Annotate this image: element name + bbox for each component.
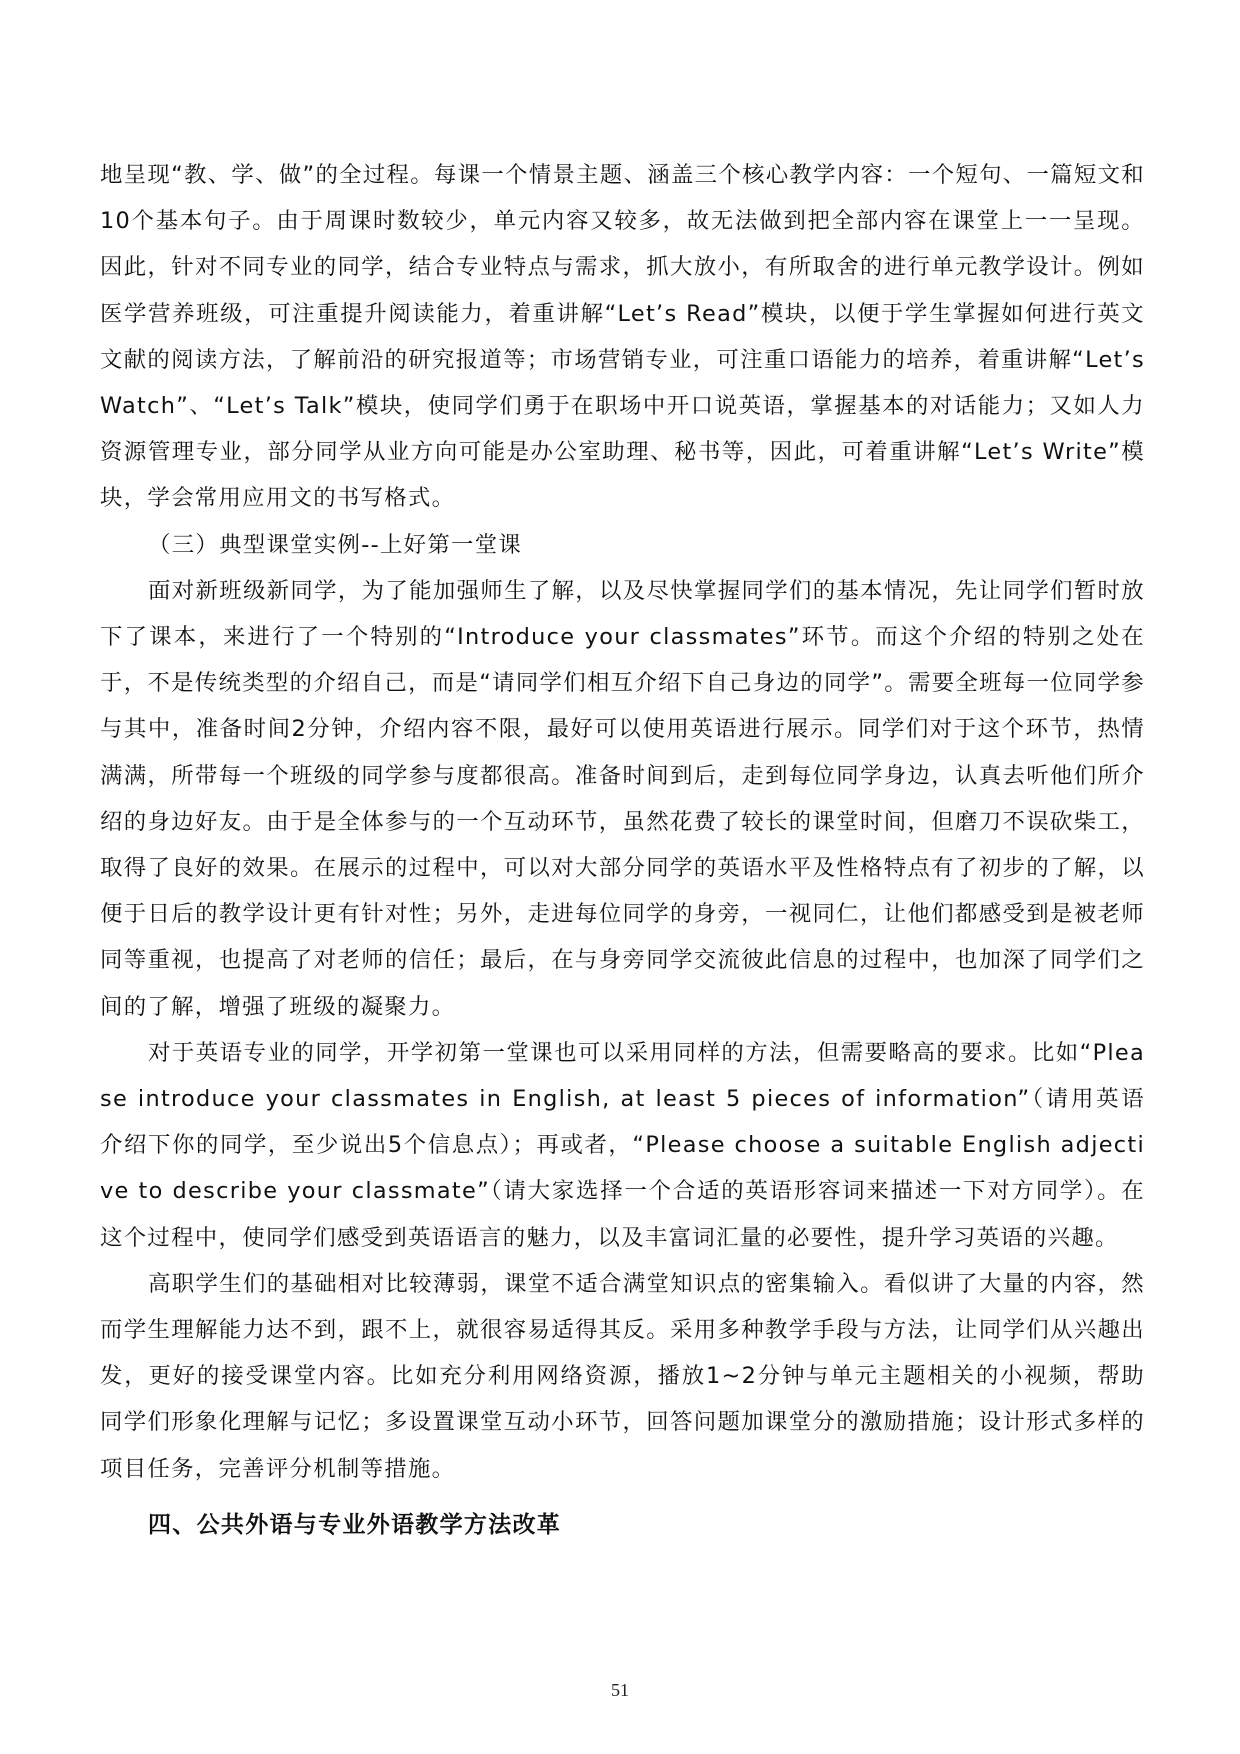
subheading-first-class: （三）典型课堂实例--上好第一堂课 [148,531,523,558]
body-text [100,152,1145,1548]
paragraph-english-majors: 对于英语专业的同学，开学初第一堂课也可以采用同样的方法，但需要略高的要求。比如“Please introduce your classmates in English, at least 5 pieces of information”（请用英语介绍下你的同学，至少说出5个信息点）；再或者，“Please choose a suitable English adjective to describe your classmate”（请大家选择一个合适的英语形容词来描述一下对方同学）。在这个过程中，使同学们感受到英语语言的魅力，以及丰富词汇量的必要性，提升学习英语的兴趣。 [100,1039,1145,1251]
section-heading: 四、公共外语与专业外语教学方法改革 [148,1511,562,1538]
paragraph-teaching-methods: 高职学生们的基础相对比较薄弱，课堂不适合满堂知识点的密集输入。看似讲了大量的内容，然而学生理解能力达不到，跟不上，就很容易适得其反。采用多种教学手段与方法，让同学们从兴趣出发，更好的接受课堂内容。比如充分利用网络资源，播放1~2分钟与单元主题相关的小视频，帮助同学们形象化理解与记忆；多设置课堂互动小环节，回答问题加课堂分的激励措施；设计形式多样的项目任务，完善评分机制等措施。 [100,1270,1145,1482]
paragraph-introduce-classmates: 面对新班级新同学，为了能加强师生了解，以及尽快掌握同学们的基本情况，先让同学们暂时放下了课本，来进行了一个特别的“Introduce your classmates”环节。而这个介绍的特别之处在于，不是传统类型的介绍自己，而是“请同学们相互介绍下自己身边的同学”。需要全班每一位同学参与其中，准备时间2分钟，介绍内容不限，最好可以使用英语进行展示。同学们对于这个环节，热情满满，所带每一个班级的同学参与度都很高。准备时间到后，走到每位同学身边，认真去听他们所介绍的身边好友。由于是全体参与的一个互动环节，虽然花费了较长的课堂时间，但磨刀不误砍柴工，取得了良好的效果。在展示的过程中，可以对大部分同学的英语水平及性格特点有了初步的了解，以便于日后的教学设计更有针对性；另外，走进每位同学的身旁，一视同仁，让他们都感受到是被老师同等重视，也提高了对老师的信任；最后，在与身旁同学交流彼此信息的过程中，也加深了同学们之间的了解，增强了班级的凝聚力。 [100,577,1145,1020]
page-number: 51 [611,1680,629,1700]
paragraph-unit-design: 地呈现“教、学、做”的全过程。每课一个情景主题、涵盖三个核心教学内容：一个短句、一篇短文和10个基本句子。由于周课时数较少，单元内容又较多，故无法做到把全部内容在课堂上一一呈现。因此，针对不同专业的同学，结合专业特点与需求，抓大放小，有所取舍的进行单元教学设计。例如医学营养班级，可注重提升阅读能力，着重讲解“Let’s Read”模块，以便于学生掌握如何进行英文文献的阅读方法，了解前沿的研究报道等；市场营销专业，可注重口语能力的培养，着重讲解“Let’s Watch”、“Let’s Talk”模块，使同学们勇于在职场中开口说英语，掌握基本的对话能力；又如人力资源管理专业，部分同学从业方向可能是办公室助理、秘书等，因此，可着重讲解“Let’s Write”模块，学会常用应用文的书写格式。 [100,162,1145,512]
